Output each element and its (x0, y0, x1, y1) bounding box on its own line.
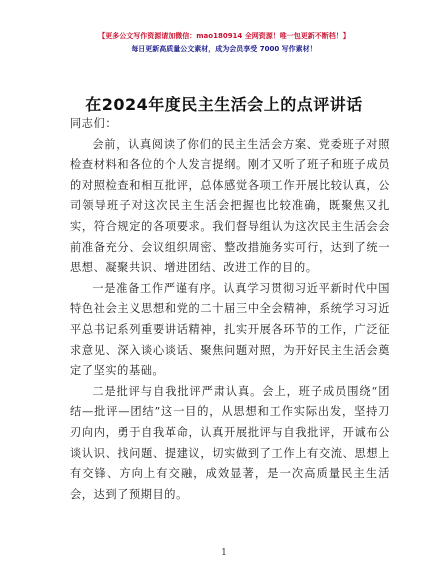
promo-banner-line-1: 【更多公文写作资源请加微信：mao180914 全网资源！唯一包更新不断档！】 (98, 32, 350, 40)
document-title: 在2024年度民主生活会上的点评讲话 (85, 95, 363, 114)
page-number: 1 (221, 548, 227, 558)
paragraph-point-1: 一是准备工作严谨有序。认真学习贯彻习近平新时代中国特色社会主义思想和党的二十届三中全会精神，系统学习习近平总书记系列重要讲话精神，扎实开展各环节的工作，广泛征求意见、深入谈心谈话、聚焦问题对照，为开好民主生活会奠定了坚实的基础。 (70, 281, 390, 378)
promo-banner-line-2: 每日更新高质量公文素材，成为会员享受 7000 写作素材！ (131, 45, 317, 53)
greeting: 同志们： (70, 117, 118, 130)
document-body (70, 114, 390, 505)
paragraph-point-2: 二是批评与自我批评严肃认真。会上，班子成员围绕“团结—批评—团结”这一目的，从思想和工作实际出发，坚持刀刃向内，勇于自我革命，认真开展批评与自我批评，开诚布公谈认识、找问题、提建议，切实做到了工作上有交流、思想上有交锋、方向上有交融，成效显著，是一次高质量民主生活会，达到了预期目的。 (70, 384, 390, 501)
promo-banner (0, 30, 448, 56)
paragraph-intro: 会前，认真阅读了你们的民主生活会方案、党委班子对照检查材料和各位的个人发言提纲。刚才又听了班子和班子成员的对照检查和相互批评，总体感觉各项工作开展比较认真，公司领导班子对这次民主生活会把握也比较准确，既聚焦又扎实，符合规定的各项要求。我们督导组认为这次民主生活会会前准备充分、会议组织周密、整改措施务实可行，达到了统一思想、凝聚共识、增进团结、改进工作的目的。 (70, 137, 390, 275)
